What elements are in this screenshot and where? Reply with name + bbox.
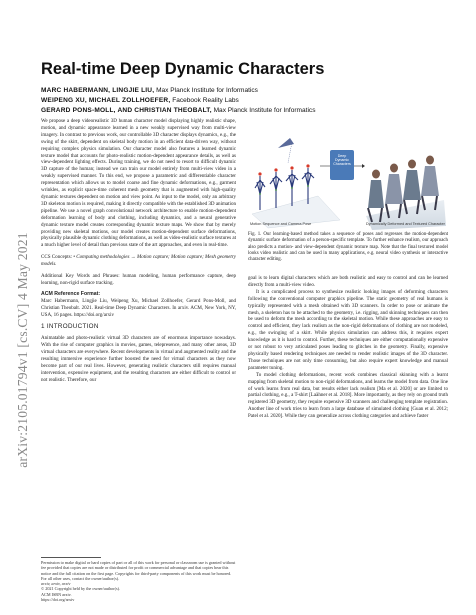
intro-paragraph: It is a complicated process to synthesize realistic looking images of deforming characters following the conventional computer graphics pipeline. The static geometry of real humans is typically represented with a mesh obtained with 3D scanners. In order to pose or animate the mesh, a skeleton has to be attached to the geometry, i.e. rigging, and skinning techniques can then be used to deform the mesh according to the skeletal motion. While these approaches are easy to control and efficient, they lack realism as the non-rigid deformations of clothing are not modeled, e.g., the swinging of a skirt. While physics simulation can address this, it requires expert knowledge as it is hard to control. Further, these techniques are either computationally expensive or not robust to very articulated poses leading to glitches in the geometry. Finally, expensive physically based rendering techniques are needed to render realistic images of the 3D character. Those techniques are not only time consuming, but also require expert knowledge and manual parameter tuning. bbox=[248, 288, 448, 371]
intro-heading: 1 INTRODUCTION bbox=[41, 323, 99, 331]
permission-isbn: ACM ISBN arxiv. bbox=[41, 591, 72, 597]
abstract: We propose a deep videorealistic 3D human character model displaying highly realistic shape, motion, and dynamic appearance learned in a new weakly supervised way from multi-view imagery. In contrast to previous work, our controllable 3D character displays dynamics, e.g., the swing of the skirt, dependent on skeletal body motion in an efficient data-driven way, without requiring complex physics simulation. Our character model also features a learned dynamic texture model that accounts for photo-realistic motion-dependent appearance details, as well as view-dependent lighting effects. During training, we do not need to resort to difficult dynamic 3D capture of the human; instead we can train our model entirely from multi-view video in a weakly supervised manner. To this end, we propose a parametric and differentiable character representation which allows us to model coarse and fine dynamic deformations, e.g., garment wrinkles, as explicit space-time coherent mesh geometry that is augmented with high-quality dynamic textures dependent on motion and view point. As input to the model, only an arbitrary 3D skeleton motion is required, making it directly compatible with the established 3D animation pipeline. We use a novel graph convolutional network architecture to enable motion-dependent deformation learning of body and clothing, including dynamics, and a neural generative dynamic texture model creates corresponding dynamic texture maps. We show that by merely providing new skeletal motions, our model creates motion-dependent surface deformations, physically plausible dynamic clothing deformations, as well as video-realistic surface textures at a much higher level of detail than previous state of the art approaches, and even in real-time. bbox=[41, 118, 236, 249]
author-line: WEIPENG XU, MICHAEL ZOLLHOEFER, Facebook Reality Labs bbox=[41, 97, 239, 104]
author-line: GERARD PONS-MOLL, AND CHRISTIAN THEOBALT, Max Planck Institute for Informatics bbox=[41, 107, 316, 114]
keywords: Additional Key Words and Phrases: human modeling, human performance capture, deep learning, non-rigid surface tracking. bbox=[41, 273, 236, 286]
author-list bbox=[41, 86, 441, 116]
author-line: MARC HABERMANN, LINGJIE LIU, Max Planck Institute for Informatics bbox=[41, 87, 258, 94]
right-column bbox=[248, 275, 448, 420]
footnote-rule bbox=[41, 557, 101, 558]
reference-text: Marc Habermann, Lingjie Liu, Weipeng Xu, Michael Zollhoefer, Gerard Pons-Moll, and Christian Theobalt. 2021. Real-time Deep Dynamic Characters. In arxiv. ACM, New York, NY, USA, 16 pages. https://doi.org/arxiv bbox=[41, 297, 236, 318]
intro-paragraph: Animatable and photo-realistic virtual 3D characters are of enormous importance nowadays. With the rise of computer graphics in movies, games, telepresence, and many other areas, 3D virtual characters are everywhere. Recent developments in virtual and augmented reality and the resulting immersive experience further boosted the need for virtual characters as they now become part of our real lives. However, generating realistic characters still requires manual intervention, expensive equipment, and the resulting characters are either difficult to control or not realistic. Therefore, our bbox=[41, 335, 236, 383]
teaser-figure bbox=[248, 118, 448, 246]
permission-text: Permission to make digital or hard copies of part or all of this work for personal or classroom use is granted without fee provided that copies are not made or distributed for profit or commercial advantage and that copies bear this notice and the full citation on the first page. Copyrights for third-party components of this work must be honored. For all other uses, contact the owner/author(s). bbox=[41, 560, 236, 581]
paper-title: Real-time Deep Dynamic Characters bbox=[41, 60, 325, 78]
permission-doi: https://doi.org/arxiv bbox=[41, 597, 75, 603]
ccs-concepts: CCS Concepts: • Computing methodologies → Motion capture; Motion capture; Mesh geometry models. bbox=[41, 254, 236, 268]
arxiv-stamp: arXiv:2105.01794v1 [cs.CV] 4 May 2021 bbox=[15, 232, 30, 468]
left-column bbox=[41, 118, 236, 384]
reference-heading: ACM Reference Format: bbox=[41, 290, 101, 297]
teaser-illustration bbox=[248, 118, 448, 230]
intro-paragraph: goal is to learn digital characters which are both realistic and easy to control and can be learned directly from a multi-view video. bbox=[248, 275, 448, 288]
permission-notice bbox=[41, 557, 236, 602]
permission-copyright: © 2021 Copyright held by the owner/author(s). bbox=[41, 586, 121, 592]
textured-characters bbox=[366, 156, 446, 231]
figure-label-right: Dynamically Deformed and Textured Character bbox=[366, 222, 445, 226]
permission-venue: arxiv, arxiv, arxiv bbox=[41, 581, 71, 587]
intro-paragraph: To model clothing deformations, recent work combines classical skinning with a learnt mapping from skeletal motion to non-rigid deformations, and learns the model from data. One line of work learns from real data, but results either lack realism [Ma et al. 2020] or are limited to partial clothing, e.g., a T-shirt [Laähner et al. 2018]. More importantly, as they rely on ground truth registered 3D geometry, they require expensive 3D scanners and challenging template registration. Another line of work tries to learn from a large database of simulated clothing [Guan et al. 2012; Patel et al. 2020]. While they can generalize across clothing categories and achieve faster bbox=[248, 371, 448, 420]
figure-label-left: Motion Sequence and Camera Pose bbox=[250, 222, 312, 226]
figure-caption: Fig. 1. Our learning-based method takes a sequence of poses and regresses the motion-dependent dynamic surface deformation of a person-specific template. To further enhance realism, our approach also predicts a motion- and view-dependent dynamic texture map. Note that the final textured model looks video realistic and can be used in many applications, e.g. neural video synthesis or interactive character editing. bbox=[248, 232, 448, 263]
model-box-label: Deep Dynamic Characters bbox=[333, 154, 351, 167]
skeleton-sequence bbox=[252, 138, 340, 228]
